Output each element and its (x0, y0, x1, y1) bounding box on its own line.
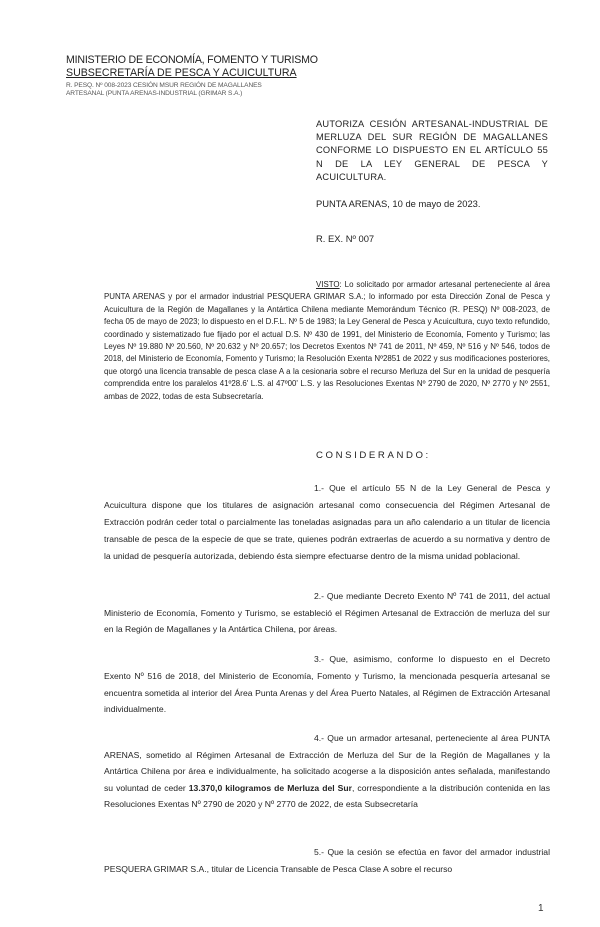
reference-line-1: R. PESQ. Nº 008-2023 CESIÓN MSUR REGIÓN DE MAGALLANES (66, 82, 262, 89)
subsecretaria-name: SUBSECRETARÍA DE PESCA Y ACUICULTURA (66, 67, 297, 79)
considerando-2-text: 2.- Que mediante Decreto Exento Nº 741 de 2011, del actual Ministerio de Economía, Fomento y Turismo, se estableció el Régimen Artesanal de Extracción de merluza del sur en la Región de Magallanes y la Antártica Chilena, por áreas. (104, 591, 550, 635)
considerando-3 (104, 651, 550, 718)
considerando-4-text-end: , correspondiente a la distribución contenida en las Resoluciones Exentas Nº 2790 de 2020 y Nº 2770 de 2022, de esta Subsecretaría (104, 782, 550, 810)
visto-paragraph (104, 279, 550, 403)
considerando-heading: CONSIDERANDO: (316, 450, 431, 461)
considerando-1 (104, 480, 550, 565)
considerando-5-text: 5.- Que la cesión se efectúa en favor del armador industrial PESQUERA GRIMAR S.A., titular de Licencia Transable de Pesca Clase A sobre el recurso (104, 847, 550, 874)
considerando-5 (104, 844, 550, 878)
considerando-1-text: 1.- Que el artículo 55 N de la Ley General de Pesca y Acuicultura dispone que los titulares de asignación artesanal como consecuencia del Régimen Artesanal de Extracción podrán ceder total o parcialmente las toneladas asignadas para un año calendario a un titular de licencia transable de pesca de la especie de que se trate, quienes podrán extraerlas de acuerdo a su normativa y dentro de la unidad de pesquería autorizada, debiendo ésta siempre efectuarse dentro de la misma unidad poblacional. (104, 483, 550, 561)
ministry-name: MINISTERIO DE ECONOMÍA, FOMENTO Y TURISMO (66, 54, 318, 66)
visto-label: VISTO (316, 280, 340, 289)
considerando-4-quantity: 13.370,0 kilogramos de Merluza del Sur (188, 782, 352, 793)
visto-text: : Lo solicitado por armador artesanal perteneciente al área PUNTA ARENAS y por el armador industrial PESQUERA GRIMAR S.A.; lo informado por esta Dirección Zonal de Pesca y Acuicultura de la Región de Magallanes y la Antártica Chilena mediante Memorándum Técnico (R. PESQ) Nº 008-2023, de fecha 05 de mayo de 2023; lo dispuesto en el D.F.L. Nº 5 de 1983; la Ley General de Pesca y Acuicultura, cuyo texto refundido, coordinado y sistematizado fue fijado por el actual D.S. Nº 430 de 1991, del Ministerio de Economía, Fomento y Turismo; las Leyes Nº 19.880 Nº 20.560, Nº 20.632 y Nº 20.657; los Decretos Exentos Nº 741 de 2011, Nº 459, Nº 516 y Nº 546, todos de 2018, del Ministerio de Economía, Fomento y Turismo; la Resolución Exenta Nº2851 de 2022 y sus modificaciones posteriores, que otorgó una licencia transable de pesca clase A a la cesionaria sobre el recurso Merluza del Sur en la unidad de pesquería comprendida entre los paralelos 41º28.6' L.S. al 47º00' L.S. y las Resoluciones Exentas Nº 2790 de 2020, Nº 2770 y Nº 2551, ambas de 2022, todas de esta Subsecretaría. (104, 280, 550, 401)
considerando-3-text: 3.- Que, asimismo, conforme lo dispuesto en el Decreto Exento Nº 516 de 2018, del Ministerio de Economía, Fomento y Turismo, la mencionada pesquería artesanal se encuentra sometida al interior del Área Punta Arenas y del Área Puerto Natales, al Régimen de Extracción Artesanal individualmente. (104, 654, 550, 715)
considerando-4 (104, 730, 550, 813)
resolution-title: AUTORIZA CESIÓN ARTESANAL-INDUSTRIAL DE MERLUZA DEL SUR REGIÓN DE MAGALLANES CONFORME LO DISPUESTO EN EL ARTÍCULO 55 N DE LA LEY GENERAL DE PESCA Y ACUICULTURA. (316, 119, 548, 182)
considerando-2 (104, 588, 550, 638)
page-number: 1 (538, 903, 544, 914)
considerando-4-text: 4.- Que un armador artesanal, perteneciente al área PUNTA ARENAS, sometido al Régimen Artesanal de Extracción de Merluza del Sur de la Región de Magallanes y la Antártica Chilena por área e individualmente, ha solicitado acogerse a la disposición antes señalada, manifestando su voluntad de ceder (104, 733, 550, 793)
resolution-number: R. EX. Nº 007 (316, 233, 375, 244)
letterhead (66, 54, 318, 97)
place-date: PUNTA ARENAS, 10 de mayo de 2023. (316, 198, 481, 209)
reference-line-2: ARTESANAL (PUNTA ARENAS-INDUSTRIAL (GRIMAR S.A.) (66, 90, 243, 97)
